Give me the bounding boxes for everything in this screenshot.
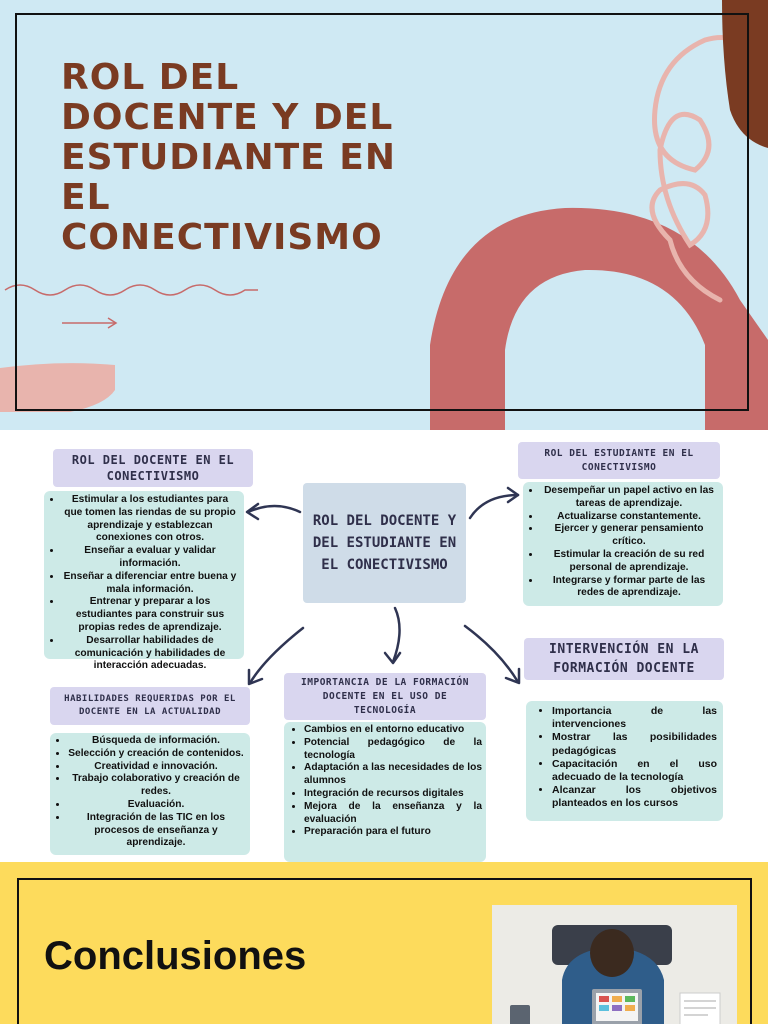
list-item: • Estimular la creación de su red personal de aprendizaje.: [541, 549, 717, 575]
list-item: • Adaptación a las necesidades de los alumnos: [304, 762, 482, 788]
importancia-list: [290, 724, 482, 839]
list-item: • Búsqueda de información.: [68, 735, 244, 748]
conclusions-slide: [0, 862, 768, 1024]
list-item: • Entrenar y preparar a los estudiantes para construir sus propias redes de aprendizaje.: [62, 596, 238, 634]
list-item: • Desarrollar habilidades de comunicación y habilidades de interacción adecuadas.: [62, 635, 238, 673]
intervencion-box: [526, 701, 723, 821]
list-item: • Importancia de las intervenciones: [552, 705, 717, 731]
list-item: • Trabajo colaborativo y creación de redes.: [68, 773, 244, 799]
conclusions-heading: Conclusiones: [44, 934, 307, 978]
list-item: • Estimular a los estudiantes para que tomen las riendas de su propio aprendizaje y establezcan conexiones con otros.: [62, 494, 238, 545]
list-item: • Alcanzar los objetivos planteados en los cursos: [552, 784, 717, 810]
list-item: • Creatividad e innovación.: [68, 761, 244, 774]
arrow-to-estudiante: [470, 488, 518, 518]
estudiante-list: [527, 485, 717, 600]
list-item: • Desempeñar un papel activo en las tareas de aprendizaje.: [541, 485, 717, 511]
center-concept: ROL DEL DOCENTE Y DEL ESTUDIANTE EN EL CONECTIVISMO: [303, 483, 466, 603]
list-item: • Potencial pedagógico de la tecnología: [304, 737, 482, 763]
habilidades-heading: HABILIDADES REQUERIDAS POR EL DOCENTE EN LA ACTUALIDAD: [50, 687, 250, 725]
list-item: • Mejora de la enseñanza y la evaluación: [304, 801, 482, 827]
habilidades-box: [50, 733, 250, 855]
arrow-to-docente: [247, 504, 300, 519]
list-item: • Integración de las TIC en los procesos de enseñanza y aprendizaje.: [68, 812, 244, 850]
workspace-illustration: [492, 905, 737, 1024]
person-at-laptop-image: [492, 905, 737, 1024]
intervencion-heading: INTERVENCIÓN EN LA FORMACIÓN DOCENTE: [524, 638, 724, 680]
intervencion-list: [538, 705, 717, 811]
concept-map-slide: [0, 430, 768, 862]
list-item: • Ejercer y generar pensamiento crítico.: [541, 523, 717, 549]
docente-heading: ROL DEL DOCENTE EN EL CONECTIVISMO: [53, 449, 253, 487]
list-item: • Mostrar las posibilidades pedagógicas: [552, 731, 717, 757]
arrow-to-importancia: [385, 608, 400, 663]
page-title: ROL DEL DOCENTE Y DEL ESTUDIANTE EN EL CONECTIVISMO: [61, 57, 396, 258]
list-item: • Evaluación.: [68, 799, 244, 812]
habilidades-list: [54, 735, 244, 850]
list-item: • Integrarse y formar parte de las redes de aprendizaje.: [541, 575, 717, 601]
list-item: • Enseñar a diferenciar entre buena y mala información.: [62, 571, 238, 597]
estudiante-heading: ROL DEL ESTUDIANTE EN EL CONECTIVISMO: [518, 442, 720, 479]
list-item: • Enseñar a evaluar y validar información.: [62, 545, 238, 571]
importancia-heading: IMPORTANCIA DE LA FORMACIÓN DOCENTE EN EL USO DE TECNOLOGÍA: [284, 673, 486, 720]
estudiante-box: [523, 482, 723, 606]
docente-box: [44, 491, 244, 672]
list-item: • Capacitación en el uso adecuado de la tecnología: [552, 758, 717, 784]
docente-list: [48, 494, 238, 673]
list-item: • Actualizarse constantemente.: [541, 511, 717, 524]
list-item: • Cambios en el entorno educativo: [304, 724, 482, 737]
list-item: • Preparación para el futuro: [304, 826, 482, 839]
title-slide: [0, 0, 768, 430]
list-item: • Selección y creación de contenidos.: [68, 748, 244, 761]
list-item: • Integración de recursos digitales: [304, 788, 482, 801]
importancia-box: [284, 722, 486, 862]
